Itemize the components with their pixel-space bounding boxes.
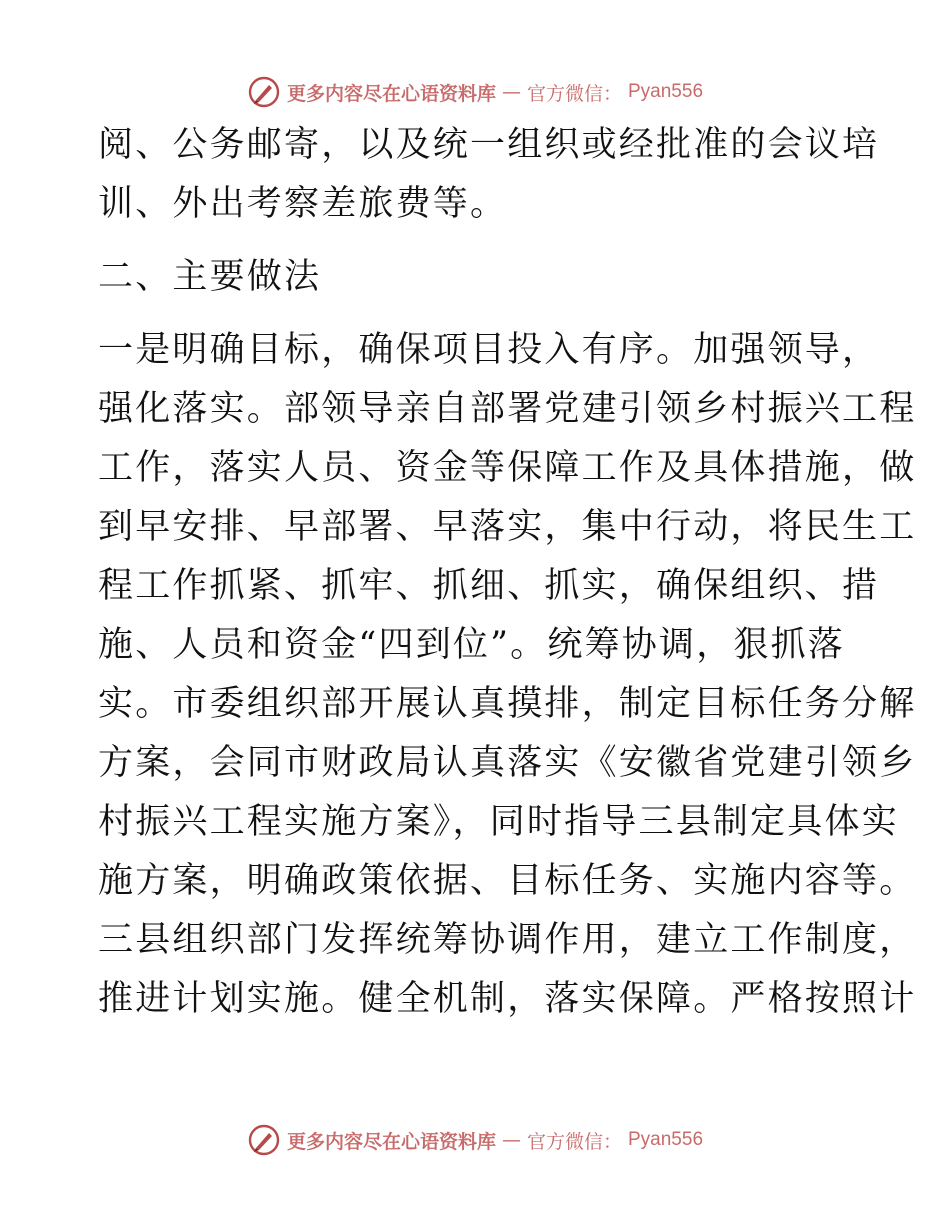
text-line: 村振兴工程实施方案》，同时指导三县制定具体实 (98, 802, 899, 842)
watermark-text: 更多内容尽在心语资料库 (286, 1130, 496, 1153)
watermark-wechat-label: 官方微信： (526, 1130, 622, 1153)
pen-logo-icon (247, 75, 281, 109)
text-line: 推进计划实施。健全机制，落实保障。严格按照计 (98, 979, 917, 1019)
text-line: 一是明确目标，确保项目投入有序。加强领导， (98, 330, 880, 370)
footer-watermark (0, 1120, 950, 1160)
text-line: 训、外出考察差旅费等。 (98, 184, 508, 224)
text-line: 施方案，明确政策依据、目标任务、实施内容等。 (98, 861, 917, 901)
watermark-wechat-label: 官方微信： (526, 82, 622, 105)
pen-logo-icon (247, 1123, 281, 1157)
watermark-dash: — (501, 81, 521, 103)
text-line: 实。市委组织部开展认真摸排，制定目标任务分解 (98, 684, 917, 724)
text-line: 强化落实。部领导亲自部署党建引领乡村振兴工程 (98, 389, 917, 429)
text-line: 到早安排、早部署、早落实，集中行动，将民生工 (98, 507, 917, 547)
watermark-dash: — (501, 1129, 521, 1151)
text-line: 工作，落实人员、资金等保障工作及具体措施，做 (98, 448, 917, 488)
header-watermark (0, 72, 950, 112)
text-line: 三县组织部门发挥统筹协调作用，建立工作制度， (98, 920, 917, 960)
section-heading: 二、主要做法 (98, 257, 322, 297)
text-line: 程工作抓紧、抓牢、抓细、抓实，确保组织、措 (98, 566, 880, 606)
watermark-wechat-id: Pyan556 (628, 1129, 704, 1150)
watermark-wechat-id: Pyan556 (628, 81, 704, 102)
watermark-text: 更多内容尽在心语资料库 (286, 82, 496, 105)
text-line: 阅、公务邮寄，以及统一组织或经批准的会议培 (98, 125, 880, 165)
text-line: 方案，会同市财政局认真落实《安徽省党建引领乡 (98, 743, 917, 783)
text-line: 施、人员和资金“四到位”。统筹协调，狠抓落 (98, 625, 845, 665)
